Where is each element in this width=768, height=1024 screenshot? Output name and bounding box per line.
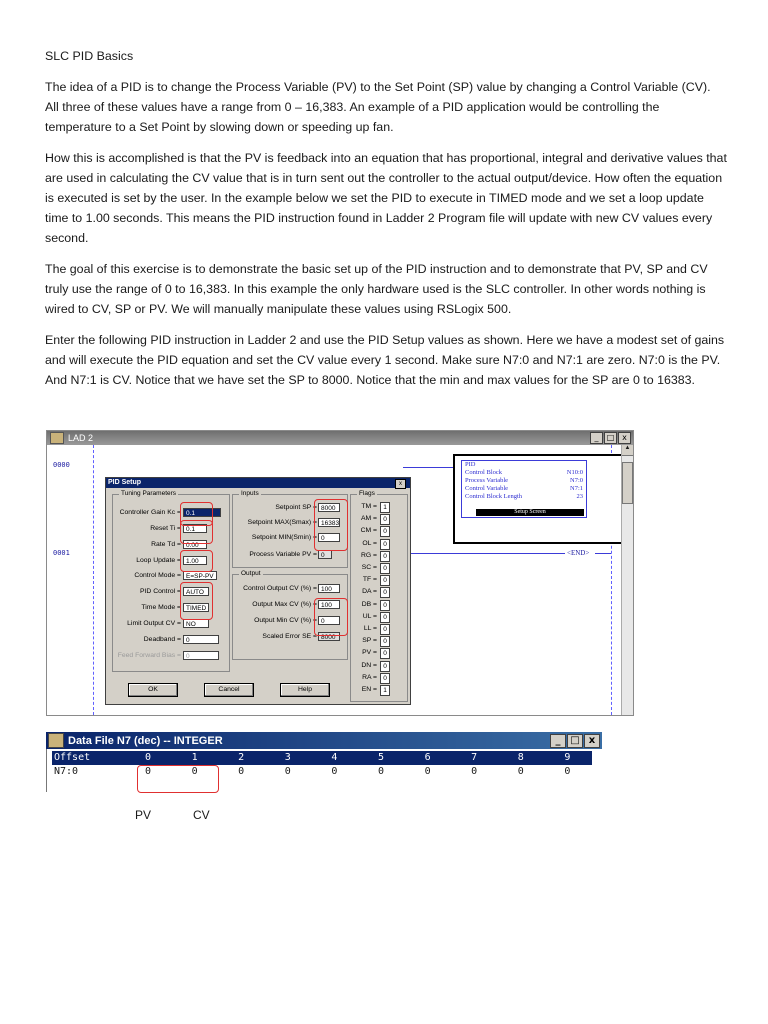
rung-number[interactable]: 0001 [53, 549, 70, 557]
setpoint-max-input[interactable]: 16383 [318, 518, 340, 527]
flag-label: SP = [362, 637, 377, 645]
pid-instruction-highlight [453, 454, 629, 544]
minimize-button[interactable]: _ [550, 734, 566, 748]
maximize-button[interactable]: □ [604, 432, 617, 444]
data-cell[interactable]: 0 [471, 766, 478, 777]
field-label: Deadband = [143, 636, 181, 643]
flag-value[interactable]: 0 [380, 551, 390, 562]
flag-label: TF = [362, 576, 377, 584]
field-label: Control Output CV (%) = [243, 585, 317, 592]
group-title: Tuning Parameters [121, 490, 177, 497]
document-title: SLC PID Basics [45, 49, 134, 63]
paragraph-enter: Enter the following PID instruction in Ladder 2 and use the PID Setup values as shown. Here we have a modest set of gains and will execute the PID equation and set the CV value every 1 second. Make sure N7:0 and N7:1 are zero. N7:0 is the PV. And N7:1 is CV. Notice that we have set the SP to 8000. Notice that the min and max values for the SP are 0 to 16383. [45, 333, 725, 387]
column-header: 5 [377, 752, 385, 763]
control-output-input[interactable]: 100 [318, 584, 340, 593]
reset-ti-input[interactable]: 0.1 [183, 524, 207, 533]
maximize-button[interactable]: □ [567, 734, 583, 748]
pid-setup-dialog [105, 477, 411, 705]
field-label: Output Max CV (%) = [252, 601, 317, 608]
data-file-row[interactable] [52, 765, 592, 779]
setpoint-min-input[interactable]: 0 [318, 533, 340, 542]
column-header: 0 [144, 752, 152, 763]
field-label: Setpoint SP = [275, 504, 317, 511]
rate-td-input[interactable]: 0.00 [183, 540, 207, 549]
highlight-box [180, 520, 213, 544]
column-header: 3 [284, 752, 291, 763]
ladder-window [46, 430, 634, 716]
pv-cv-highlight-box [137, 765, 219, 793]
flag-value[interactable]: 0 [380, 563, 390, 574]
column-header: 8 [517, 752, 524, 763]
flag-label: PV = [362, 649, 377, 657]
offset-header: Offset [54, 752, 91, 763]
flag-value[interactable]: 0 [380, 514, 390, 525]
data-cell[interactable]: 0 [517, 766, 524, 777]
field-label: Process Variable PV = [249, 551, 317, 558]
process-variable-display: 0 [318, 550, 332, 559]
ok-button[interactable]: OK [128, 683, 178, 697]
flag-label: UL = [362, 612, 377, 620]
data-cell[interactable]: 0 [331, 766, 338, 777]
flag-label: RG = [360, 551, 377, 559]
rung-wire [595, 553, 611, 554]
document-body [45, 46, 727, 401]
data-cell[interactable]: 0 [564, 766, 571, 777]
column-header: 4 [331, 752, 338, 763]
rung-wire [407, 553, 565, 554]
flag-value[interactable]: 0 [380, 673, 390, 684]
deadband-input[interactable]: 0 [183, 635, 219, 644]
feed-forward-input[interactable]: 0 [183, 651, 219, 660]
scroll-up-icon[interactable]: ▲ [622, 445, 633, 456]
flag-value[interactable]: 0 [380, 526, 390, 537]
flag-label: CM = [360, 527, 377, 535]
field-label: PID Control = [140, 588, 181, 595]
pid-block-row: Control Variable N7:1 [465, 485, 583, 492]
field-label: Feed Forward Bias = [117, 652, 181, 659]
data-file-title: Data File N7 (dec) -- INTEGER [68, 734, 223, 747]
data-cell[interactable]: 0 [144, 766, 152, 777]
output-min-input[interactable]: 0 [318, 616, 340, 625]
flags-group [350, 490, 408, 702]
flag-label: RA = [362, 673, 377, 681]
flag-value[interactable]: 0 [380, 661, 390, 672]
group-title: Inputs [241, 490, 259, 497]
setup-screen-button[interactable]: Setup Screen [476, 509, 584, 516]
dialog-title: PID Setup [106, 478, 410, 488]
rung-number[interactable]: 0000 [53, 461, 70, 469]
data-file-window [46, 732, 602, 792]
flag-value[interactable]: 0 [380, 539, 390, 550]
flag-value[interactable]: 1 [380, 502, 390, 513]
flag-value[interactable]: 0 [380, 587, 390, 598]
pid-block-row: Control Block N10:0 [465, 469, 583, 476]
field-label: Controller Gain Kc = [119, 509, 181, 516]
flag-value[interactable]: 1 [380, 685, 390, 696]
data-file-titlebar [46, 732, 602, 749]
field-label: Output Min CV (%) = [254, 617, 317, 624]
data-cell[interactable]: 0 [424, 766, 431, 777]
pv-annotation: PV [135, 808, 152, 822]
flag-value[interactable]: 0 [380, 600, 390, 611]
paragraph-how: How this is accomplished is that the PV is feedback into an equation that has proportional, integral and derivative values that are used in calculating the CV value that is in turn sent out the controller to the actual output/device. How often the equation is executed is set by the user. In the example below we set the PID to execute in TIMED mode and we set a loop update time to 1.00 seconds. This means the PID instruction found in Ladder 2 Program file will update with new CV values every second. [45, 151, 727, 245]
column-header: 1 [191, 752, 198, 763]
flag-label: TM = [361, 503, 377, 510]
data-file-header-row [52, 751, 592, 765]
flag-label: EN = [361, 686, 377, 693]
pid-block-row: Control Block Length 23 [465, 493, 583, 500]
flag-label: DB = [361, 600, 377, 608]
rung-wire [403, 467, 453, 468]
help-button[interactable]: Help [280, 683, 330, 697]
cancel-button[interactable]: Cancel [204, 683, 254, 697]
ladder-titlebar [47, 431, 633, 445]
group-title: Output [241, 570, 261, 577]
column-header: 9 [564, 752, 571, 763]
column-header: 2 [238, 752, 245, 763]
dialog-close-button[interactable]: x [395, 479, 406, 489]
pid-control-input[interactable]: AUTO [183, 587, 209, 596]
pid-block-header: PID [465, 461, 476, 468]
end-instruction: <END> [567, 549, 590, 557]
cv-annotation: CV [193, 808, 210, 822]
group-title: Flags [359, 490, 375, 497]
control-mode-input[interactable]: E=SP-PV [183, 571, 217, 580]
highlight-box [180, 582, 213, 620]
flag-value[interactable]: 0 [380, 624, 390, 635]
flag-label: DN = [361, 661, 377, 669]
data-cell[interactable]: 0 [377, 766, 385, 777]
close-button[interactable]: x [584, 734, 600, 748]
ladder-title: LAD 2 [68, 433, 94, 443]
data-cell[interactable]: 0 [284, 766, 291, 777]
flag-value[interactable]: 0 [380, 612, 390, 623]
column-header: 6 [424, 752, 431, 763]
flag-label: AM = [360, 515, 377, 523]
data-cell[interactable]: 0 [191, 766, 198, 777]
flag-value[interactable]: 0 [380, 648, 390, 659]
column-header: 7 [471, 752, 478, 763]
minimize-button[interactable]: _ [590, 432, 603, 444]
field-label: Scaled Error SE = [262, 633, 317, 640]
limit-output-input[interactable]: NO [183, 619, 209, 628]
flag-value[interactable]: 0 [380, 575, 390, 586]
ladder-app-icon [50, 432, 64, 444]
pid-instruction-block[interactable] [461, 460, 587, 518]
highlight-box [314, 499, 348, 551]
field-label: Loop Update = [136, 557, 181, 564]
time-mode-input[interactable]: TIMED [183, 603, 209, 612]
highlight-box [314, 598, 348, 636]
output-max-input[interactable]: 100 [318, 600, 340, 609]
field-label: Control Mode = [134, 572, 181, 579]
field-label: Time Mode = [141, 604, 181, 611]
highlight-box [180, 550, 213, 572]
row-address: N7:0 [54, 766, 79, 777]
field-label: Reset Ti = [150, 525, 181, 532]
paragraph-intro: The idea of a PID is to change the Process Variable (PV) to the Set Point (SP) value by changing a Control Variable (CV). All three of these values have a range from 0 – 16,383. An example of a PID application would be controlling the temperature to a Set Point by slowing down or speeding up fan. [45, 80, 711, 134]
field-label: Setpoint MAX(Smax) = [247, 519, 317, 526]
flag-value[interactable]: 0 [380, 636, 390, 647]
vertical-scrollbar[interactable] [621, 445, 633, 715]
pid-block-row: Process Variable N7:0 [465, 477, 583, 484]
window-border [46, 749, 47, 792]
flag-label: LL = [363, 625, 377, 632]
flag-label: OL = [362, 539, 377, 547]
scaled-error-display: 8000 [318, 632, 340, 641]
data-cell[interactable]: 0 [238, 766, 245, 777]
close-button[interactable]: x [618, 432, 631, 444]
field-label: Limit Output CV = [127, 620, 181, 627]
scroll-thumb[interactable] [622, 462, 633, 504]
left-power-rail [93, 445, 94, 715]
flag-label: SC = [361, 564, 377, 571]
field-label: Rate Td = [151, 541, 181, 548]
data-file-icon [48, 733, 64, 748]
loop-update-input[interactable]: 1.00 [183, 556, 207, 565]
setpoint-input[interactable]: 8000 [318, 503, 340, 512]
field-label: Setpoint MIN(Smin) = [251, 534, 317, 541]
flag-label: DA = [362, 588, 377, 596]
paragraph-goal: The goal of this exercise is to demonstrate the basic set up of the PID instruction and to demonstrate that PV, SP and CV truly use the range of 0 to 16,383. In this example the only hardware used is the SLC controller. In other words nothing is wired to CV, SP or PV. We will manually manipulate these values using RSLogix 500. [45, 262, 708, 316]
controller-gain-input[interactable]: 0.1 [183, 508, 221, 517]
